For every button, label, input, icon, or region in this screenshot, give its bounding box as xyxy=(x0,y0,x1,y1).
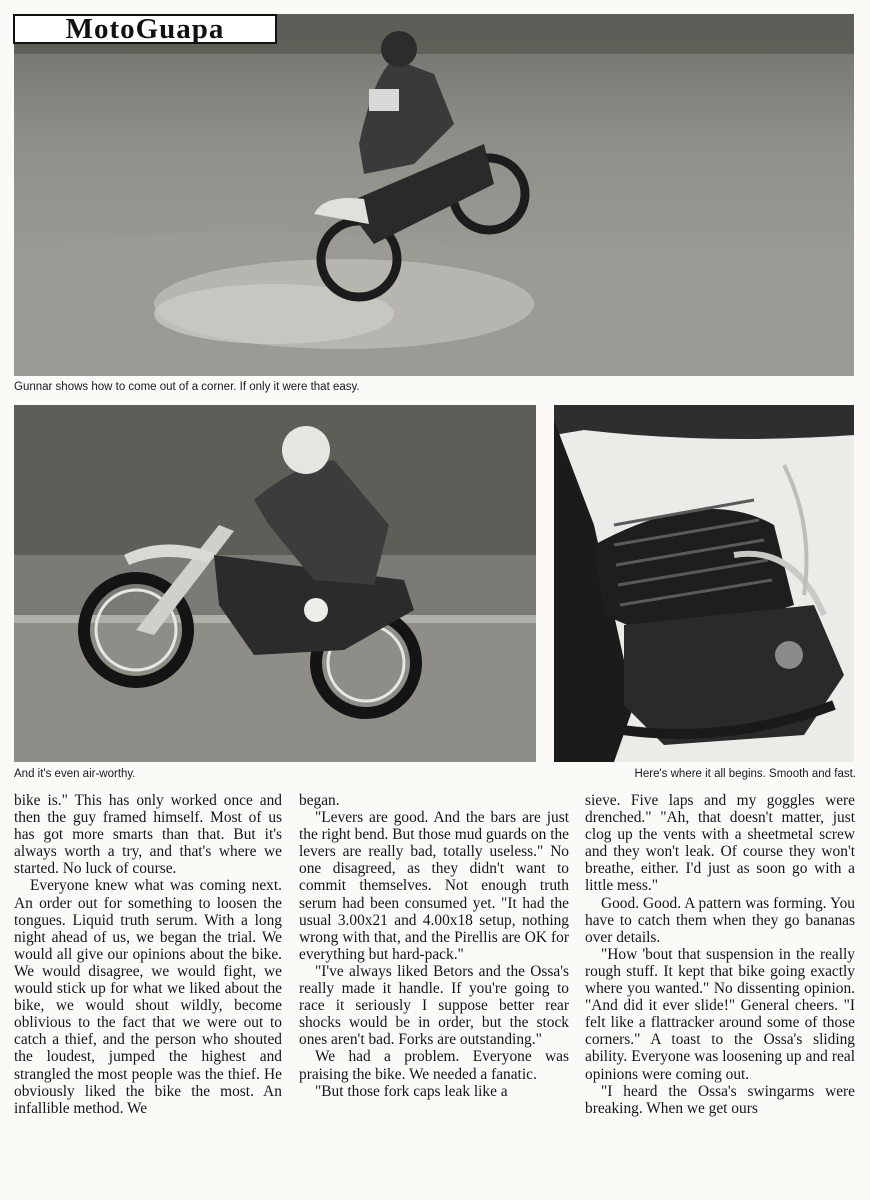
article-column-3 xyxy=(585,792,855,1198)
corner-exit-illustration xyxy=(14,14,854,376)
paragraph: We had a problem. Everyone was praising the bike. We needed a fanatic. xyxy=(299,1048,569,1083)
paragraph: sieve. Five laps and my goggles were drenched." "Ah, that doesn't matter, just clog up the vents with a sheetmetal screw and they won't leak. Of course they won't breathe, either. I'd just as soon go with a little mess." xyxy=(585,792,855,895)
engine-illustration xyxy=(554,405,854,762)
paragraph: "But those fork caps leak like a xyxy=(315,1082,508,1100)
photo-corner-exit xyxy=(14,14,854,376)
caption-airborne: And it's even air-worthy. xyxy=(14,768,136,780)
paragraph: "I heard the Ossa's swingarms were breaking. When we get ours xyxy=(585,1082,855,1117)
paragraph: "I've always liked Betors and the Ossa's really made it handle. If you're going to race it seriously I suppose better rear shocks would be in order, but the stock ones aren't bad. Forks are outstanding." xyxy=(299,962,569,1049)
paragraph: Everyone knew what was coming next. An order out for something to loosen the tongues. Liquid truth serum. With a long night ahead of us, we began the trial. We would all give our opinions about the bike. We would disagree, we would fight, we would stick up for what we liked about the bike, we would shout wildly, become oblivious to the fact that we were out to catch a thief, and the person who shouted the loudest, jumped the highest and strangled the most people was the thief. He obviously liked the bike the most. An infallible method. We xyxy=(14,877,282,1117)
paragraph: bike is." This has only worked once and then the guy framed himself. Most of us has got more smarts than that. But it's always worth a try, and that's where we started. No luck of course. xyxy=(14,792,282,878)
paragraph: began. xyxy=(299,792,340,809)
photo-airborne xyxy=(14,405,536,762)
paragraph: "How 'bout that suspension in the really rough stuff. It kept that bike going exactly where you wanted." No dissenting opinion. "And did it ever slide!" General cheers. "I felt like a flattracker around some of those corners." A toast to the Ossa's sliding ability. Everyone was loosening up and real opinions were coming out. xyxy=(585,945,855,1083)
caption-engine: Here's where it all begins. Smooth and fast. xyxy=(634,768,856,780)
article-column-2 xyxy=(299,792,569,1198)
logo-text: MotoGuapa xyxy=(65,12,225,45)
magazine-logo xyxy=(13,14,277,44)
article-column-1 xyxy=(14,792,282,1198)
paragraph: "Levers are good. And the bars are just the right bend. But those mud guards on the levers are really bad, totally useless." No one disagreed, as they didn't want to commit themselves. Not enough truth serum had been consumed yet. "It had the usual 3.00x21 and 4.00x18 setup, nothing wrong with that, and the Pirellis are OK for everything but hard-pack." xyxy=(299,809,569,963)
paragraph: Good. Good. A pattern was forming. You have to catch them when they go bananas over details. xyxy=(585,894,855,946)
airborne-illustration xyxy=(14,405,536,762)
caption-corner-exit: Gunnar shows how to come out of a corner. If only it were that easy. xyxy=(14,381,360,393)
photo-engine xyxy=(554,405,854,762)
